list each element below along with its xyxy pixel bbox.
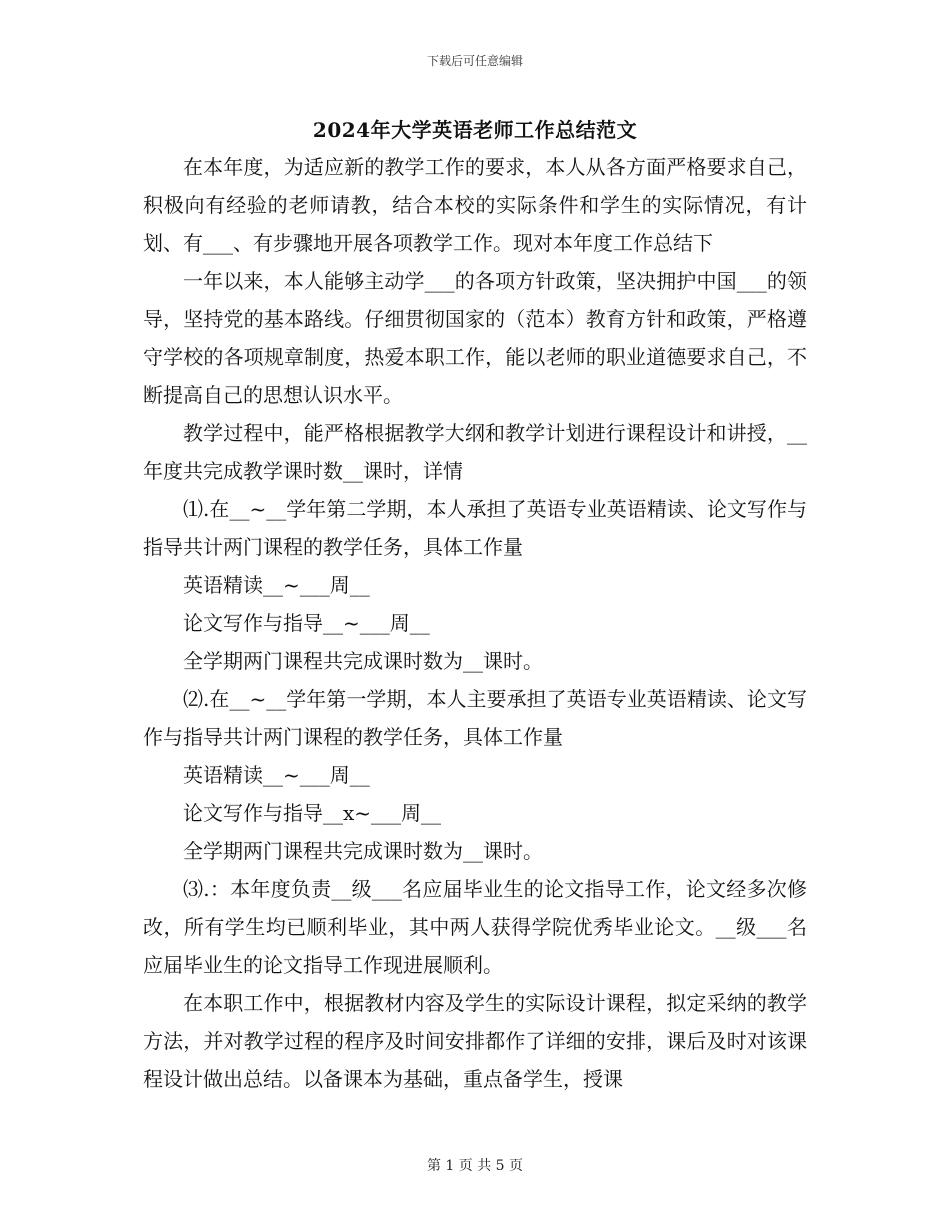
workload-reading-1: 英语精读__~___周__ bbox=[183, 573, 370, 597]
document-body bbox=[143, 148, 807, 1098]
page-number: 第 1 页 共 5 页 bbox=[426, 1158, 524, 1174]
paragraph-political: 一年以来，本人能够主动学___的各项方针政策，坚决拥护中国___的领导，坚持党的基本路线。仔细贯彻国家的（范本）教育方针和政策，严格遵守学校的各项规章制度，热爱本职工作，能以老师的职业道德要求自己，不断提高自己的思想认识水平。 bbox=[143, 269, 807, 407]
paragraph-course-design: 在本职工作中，根据教材内容及学生的实际设计课程，拟定采纳的教学方法，并对教学过程的程序及时间安排都作了详细的安排，课后及时对该课程设计做出总结。以备课本为基础，重点备学生，授课 bbox=[143, 991, 807, 1091]
paragraph-semester-2: ⑴.在__~__学年第二学期，本人承担了英语专业英语精读、论文写作与指导共计两门课程的教学任务，具体工作量 bbox=[143, 497, 807, 559]
workload-total-2: 全学期两门课程共完成课时数为__课时。 bbox=[183, 839, 543, 863]
paragraph-intro: 在本年度，为适应新的教学工作的要求，本人从各方面严格要求自己，积极向有经验的老师请教，结合本校的实际条件和学生的实际情况，有计划、有___、有步骤地开展各项教学工作。现对本年度工作总结下 bbox=[143, 155, 807, 255]
paragraph-semester-1: ⑵.在__~__学年第一学期，本人主要承担了英语专业英语精读、论文写作与指导共计两门课程的教学任务，具体工作量 bbox=[143, 687, 807, 749]
paragraph-thesis-guidance: ⑶.：本年度负责__级___名应届毕业生的论文指导工作，论文经多次修改，所有学生均已顺利毕业，其中两人获得学院优秀毕业论文。__级___名应届毕业生的论文指导工作现进展顺利。 bbox=[143, 877, 807, 977]
document-title: 2024年大学英语老师工作总结范文 bbox=[312, 118, 638, 142]
page-header-note: 下载后可任意编辑 bbox=[426, 54, 523, 68]
workload-total-1: 全学期两门课程共完成课时数为__课时。 bbox=[183, 649, 543, 673]
paragraph-teaching-process: 教学过程中，能严格根据教学大纲和教学计划进行课程设计和讲授，__年度共完成教学课时数__课时，详情 bbox=[143, 421, 807, 483]
workload-writing-2: 论文写作与指导__x~___周__ bbox=[183, 801, 442, 825]
workload-reading-2: 英语精读__~___周__ bbox=[183, 763, 370, 787]
workload-writing-1: 论文写作与指导__~___周__ bbox=[183, 611, 430, 635]
